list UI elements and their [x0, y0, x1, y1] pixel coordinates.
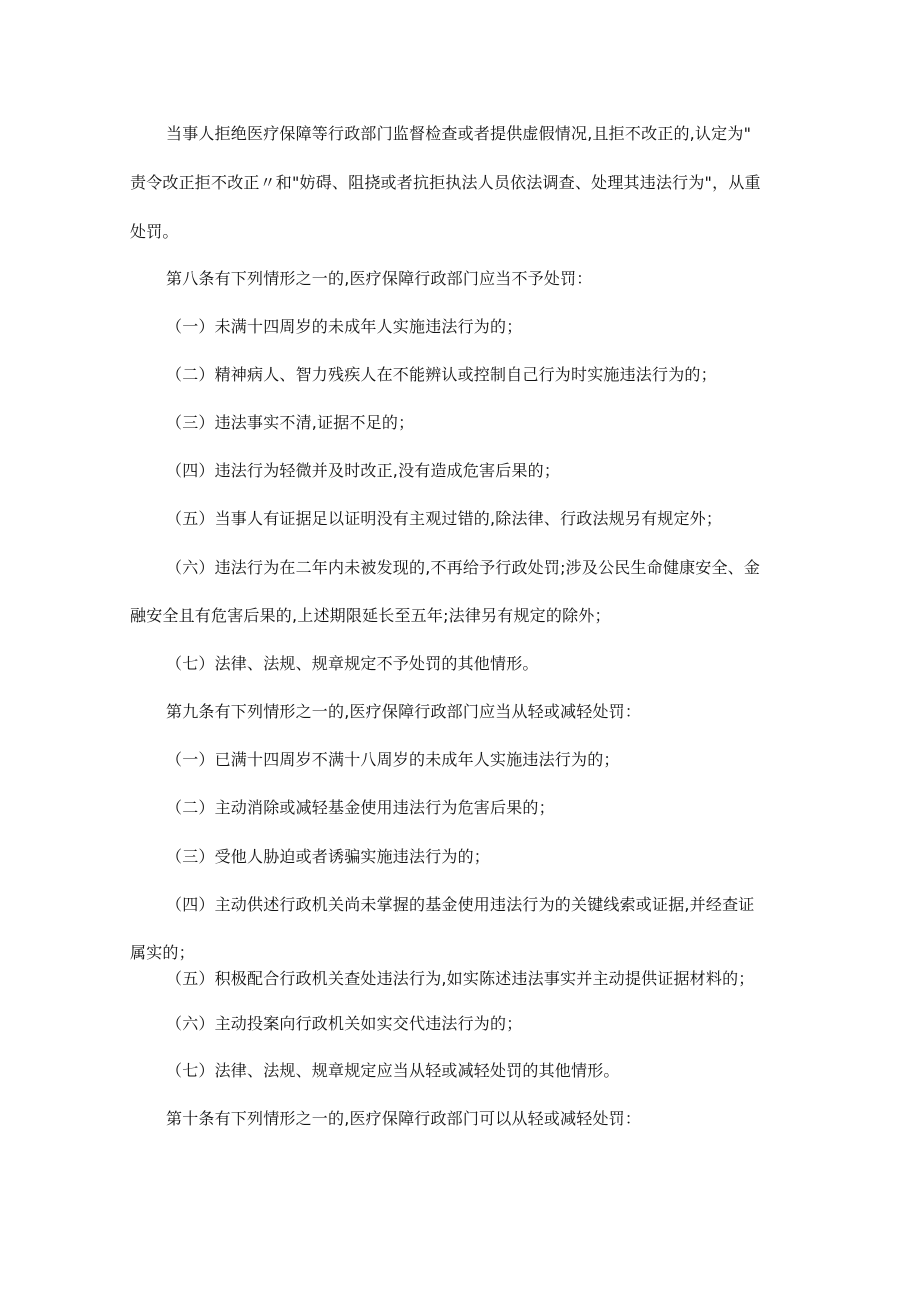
- list-item-continuation: 融安全且有危害后果的,上述期限延长至五年;法律另有规定的除外；: [130, 606, 611, 625]
- list-item-continuation: 属实的；: [130, 943, 195, 962]
- paragraph-line: 责令改正拒不改正〃和"妨碍、阻挠或者抗拒执法人员依法调查、处理其违法行为"，从重: [130, 173, 761, 192]
- article-heading: 第十条有下列情形之一的,医疗保障行政部门可以从轻或减轻处罚：: [166, 1109, 642, 1128]
- paragraph-line: 处罚。: [130, 222, 179, 241]
- list-item: （五）当事人有证据足以证明没有主观过错的,除法律、行政法规另有规定外；: [166, 509, 723, 528]
- list-item: （六）违法行为在二年内未被发现的,不再给予行政处罚;涉及公民生命健康安全、金: [166, 558, 761, 577]
- list-item: （一）已满十四周岁不满十八周岁的未成年人实施违法行为的；: [166, 750, 620, 769]
- list-item: （三）违法事实不清,证据不足的；: [166, 413, 415, 432]
- list-item: （三）受他人胁迫或者诱骗实施违法行为的；: [166, 847, 491, 866]
- article-heading: 第八条有下列情形之一的,医疗保障行政部门应当不予处罚：: [166, 269, 593, 288]
- list-item: （四）主动供述行政机关尚未掌握的基金使用违法行为的关键线索或证据,并经查证: [166, 895, 755, 914]
- list-item: （六）主动投案向行政机关如实交代违法行为的；: [166, 1014, 523, 1033]
- list-item: （一）未满十四周岁的未成年人实施违法行为的；: [166, 317, 523, 336]
- article-heading: 第九条有下列情形之一的,医疗保障行政部门应当从轻或减轻处罚：: [166, 702, 642, 721]
- paragraph-line: 当事人拒绝医疗保障等行政部门监督检查或者提供虚假情况,且拒不改正的,认定为": [166, 124, 752, 143]
- list-item: （五）积极配合行政机关查处违法行为,如实陈述违法事实并主动提供证据材料的；: [166, 969, 755, 988]
- list-item: （七）法律、法规、规章规定应当从轻或减轻处罚的其他情形。: [166, 1061, 620, 1080]
- list-item: （四）违法行为轻微并及时改正,没有造成危害后果的；: [166, 461, 561, 480]
- list-item: （七）法律、法规、规章规定不予处罚的其他情形。: [166, 654, 539, 673]
- list-item: （二）精神病人、智力残疾人在不能辨认或控制自己行为时实施违法行为的；: [166, 365, 717, 384]
- list-item: （二）主动消除或减轻基金使用违法行为危害后果的；: [166, 798, 555, 817]
